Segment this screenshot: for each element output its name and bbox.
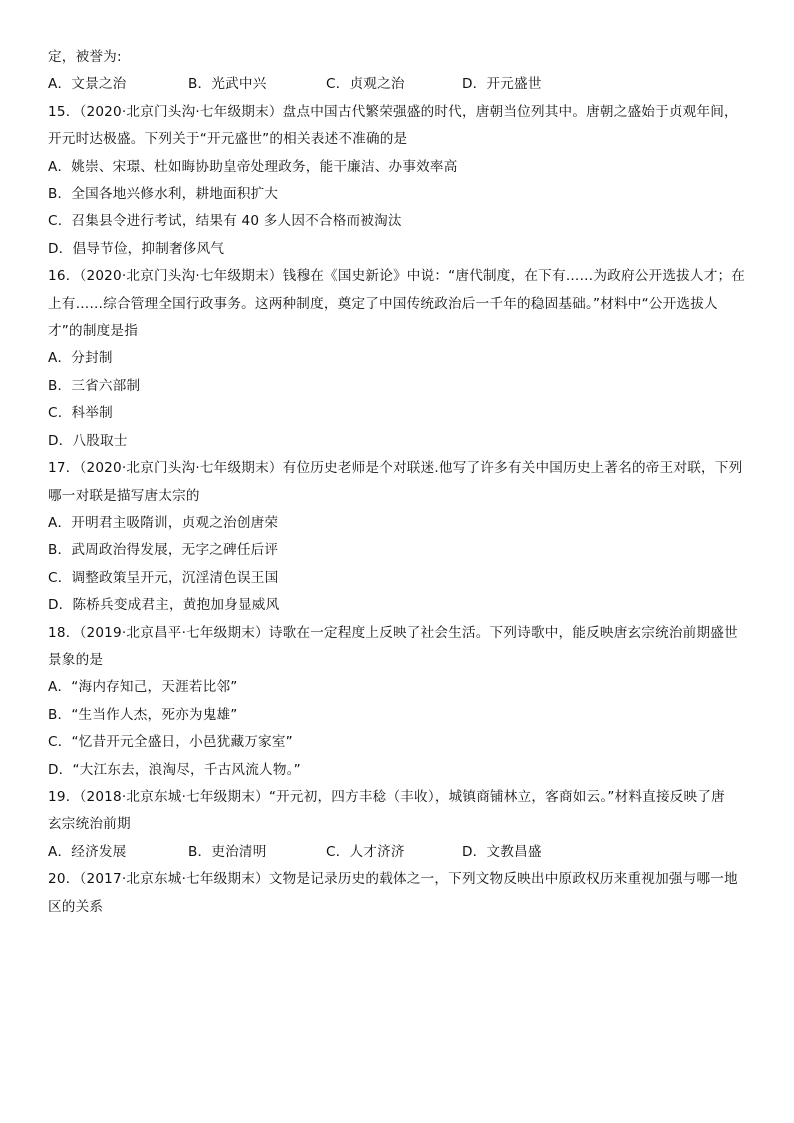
question-stem-line: 20．（2017·北京东城·七年级期末）文物是记录历史的载体之一，下列文物反映出中原政权历来重视加强与哪一地: [48, 871, 738, 888]
option-c: C．“忆昔开元全盛日，小邑犹藏万家室”: [48, 734, 293, 751]
option-d: D．八股取士: [48, 432, 128, 449]
question-stem-line: 18．（2019·北京昌平·七年级期末）诗歌在一定程度上反映了社会生活。下列诗歌中，能反映唐玄宗统治前期盛世: [48, 624, 738, 641]
option-c: C．贞观之治: [326, 76, 405, 93]
option-c: C．调整政策呈开元，沉淫清色误王国: [48, 569, 279, 586]
question-17: [48, 455, 754, 619]
option-d: D．开元盛世: [462, 76, 542, 93]
question-18: [48, 620, 754, 784]
question-stem-line: 开元时达极盛。下列关于“开元盛世”的相关表述不准确的是: [48, 131, 408, 148]
option-c: C．科举制: [48, 405, 113, 422]
option-a: A．“海内存知己，天涯若比邻”: [48, 679, 238, 696]
option-b: B．武周政治得发展，无字之碑任后评: [48, 542, 279, 559]
option-c: C．召集县令进行考试，结果有 40 多人因不合格而被淘汰: [48, 213, 402, 230]
option-a: A．姚崇、宋璟、杜如晦协助皇帝处理政务，能干廉洁、办事效率高: [48, 158, 458, 175]
option-c: C．人才济济: [326, 843, 405, 860]
question-16: [48, 263, 754, 455]
option-a: A．开明君主吸隋训，贞观之治创唐荣: [48, 514, 279, 531]
question-stem-line: 玄宗统治前期: [48, 816, 131, 833]
question-stem-line: 16．（2020·北京门头沟·七年级期末）钱穆在《国史新论》中说：“唐代制度，在下有……为政府公开选拔人才；在: [48, 268, 746, 285]
option-d: D．文教昌盛: [462, 843, 542, 860]
option-b: B．“生当作人杰，死亦为鬼雄”: [48, 706, 238, 723]
option-a: A．分封制: [48, 350, 113, 367]
question-stem-line: 哪一对联是描写唐太宗的: [48, 487, 200, 504]
question-stem-line: 区的关系: [48, 898, 104, 915]
question-14: [48, 44, 754, 99]
question-19: [48, 784, 754, 866]
option-a: A．经济发展: [48, 843, 127, 860]
option-b: B．吏治清明: [188, 843, 267, 860]
option-b: B．光武中兴: [188, 76, 267, 93]
question-stem-line: 才”的制度是指: [48, 323, 139, 340]
option-a: A．文景之治: [48, 76, 127, 93]
option-d: D．陈桥兵变成君主，黄抱加身显威风: [48, 597, 280, 614]
question-stem-line: 17．（2020·北京门头沟·七年级期末）有位历史老师是个对联迷.他写了许多有关中国历史上著名的帝王对联，下列: [48, 460, 743, 477]
option-b: B．三省六部制: [48, 377, 141, 394]
option-d: D．倡导节俭，抑制奢侈风气: [48, 240, 225, 257]
question-stem-line: 定，被誉为:: [48, 49, 122, 65]
question-15: [48, 99, 754, 263]
question-20: [48, 866, 754, 921]
question-stem-line: 上有……综合管理全国行政事务。这两种制度，奠定了中国传统政治后一千年的稳固基础。”材料中“公开选拔人: [48, 295, 718, 312]
option-row: [48, 839, 754, 866]
exam-page: [48, 44, 754, 921]
option-d: D．“大江东去，浪淘尽，千古风流人物。”: [48, 761, 301, 778]
question-stem-line: 19．（2018·北京东城·七年级期末）“开元初，四方丰稔（丰收），城镇商铺林立，客商如云。”材料直接反映了唐: [48, 788, 725, 805]
question-stem-line: 15．（2020·北京门头沟·七年级期末）盘点中国古代繁荣强盛的时代，唐朝当位列其中。唐朝之盛始于贞观年间，: [48, 103, 738, 120]
option-b: B．全国各地兴修水利，耕地面积扩大: [48, 186, 279, 203]
question-stem-line: 景象的是: [48, 651, 104, 668]
option-row: [48, 71, 754, 98]
